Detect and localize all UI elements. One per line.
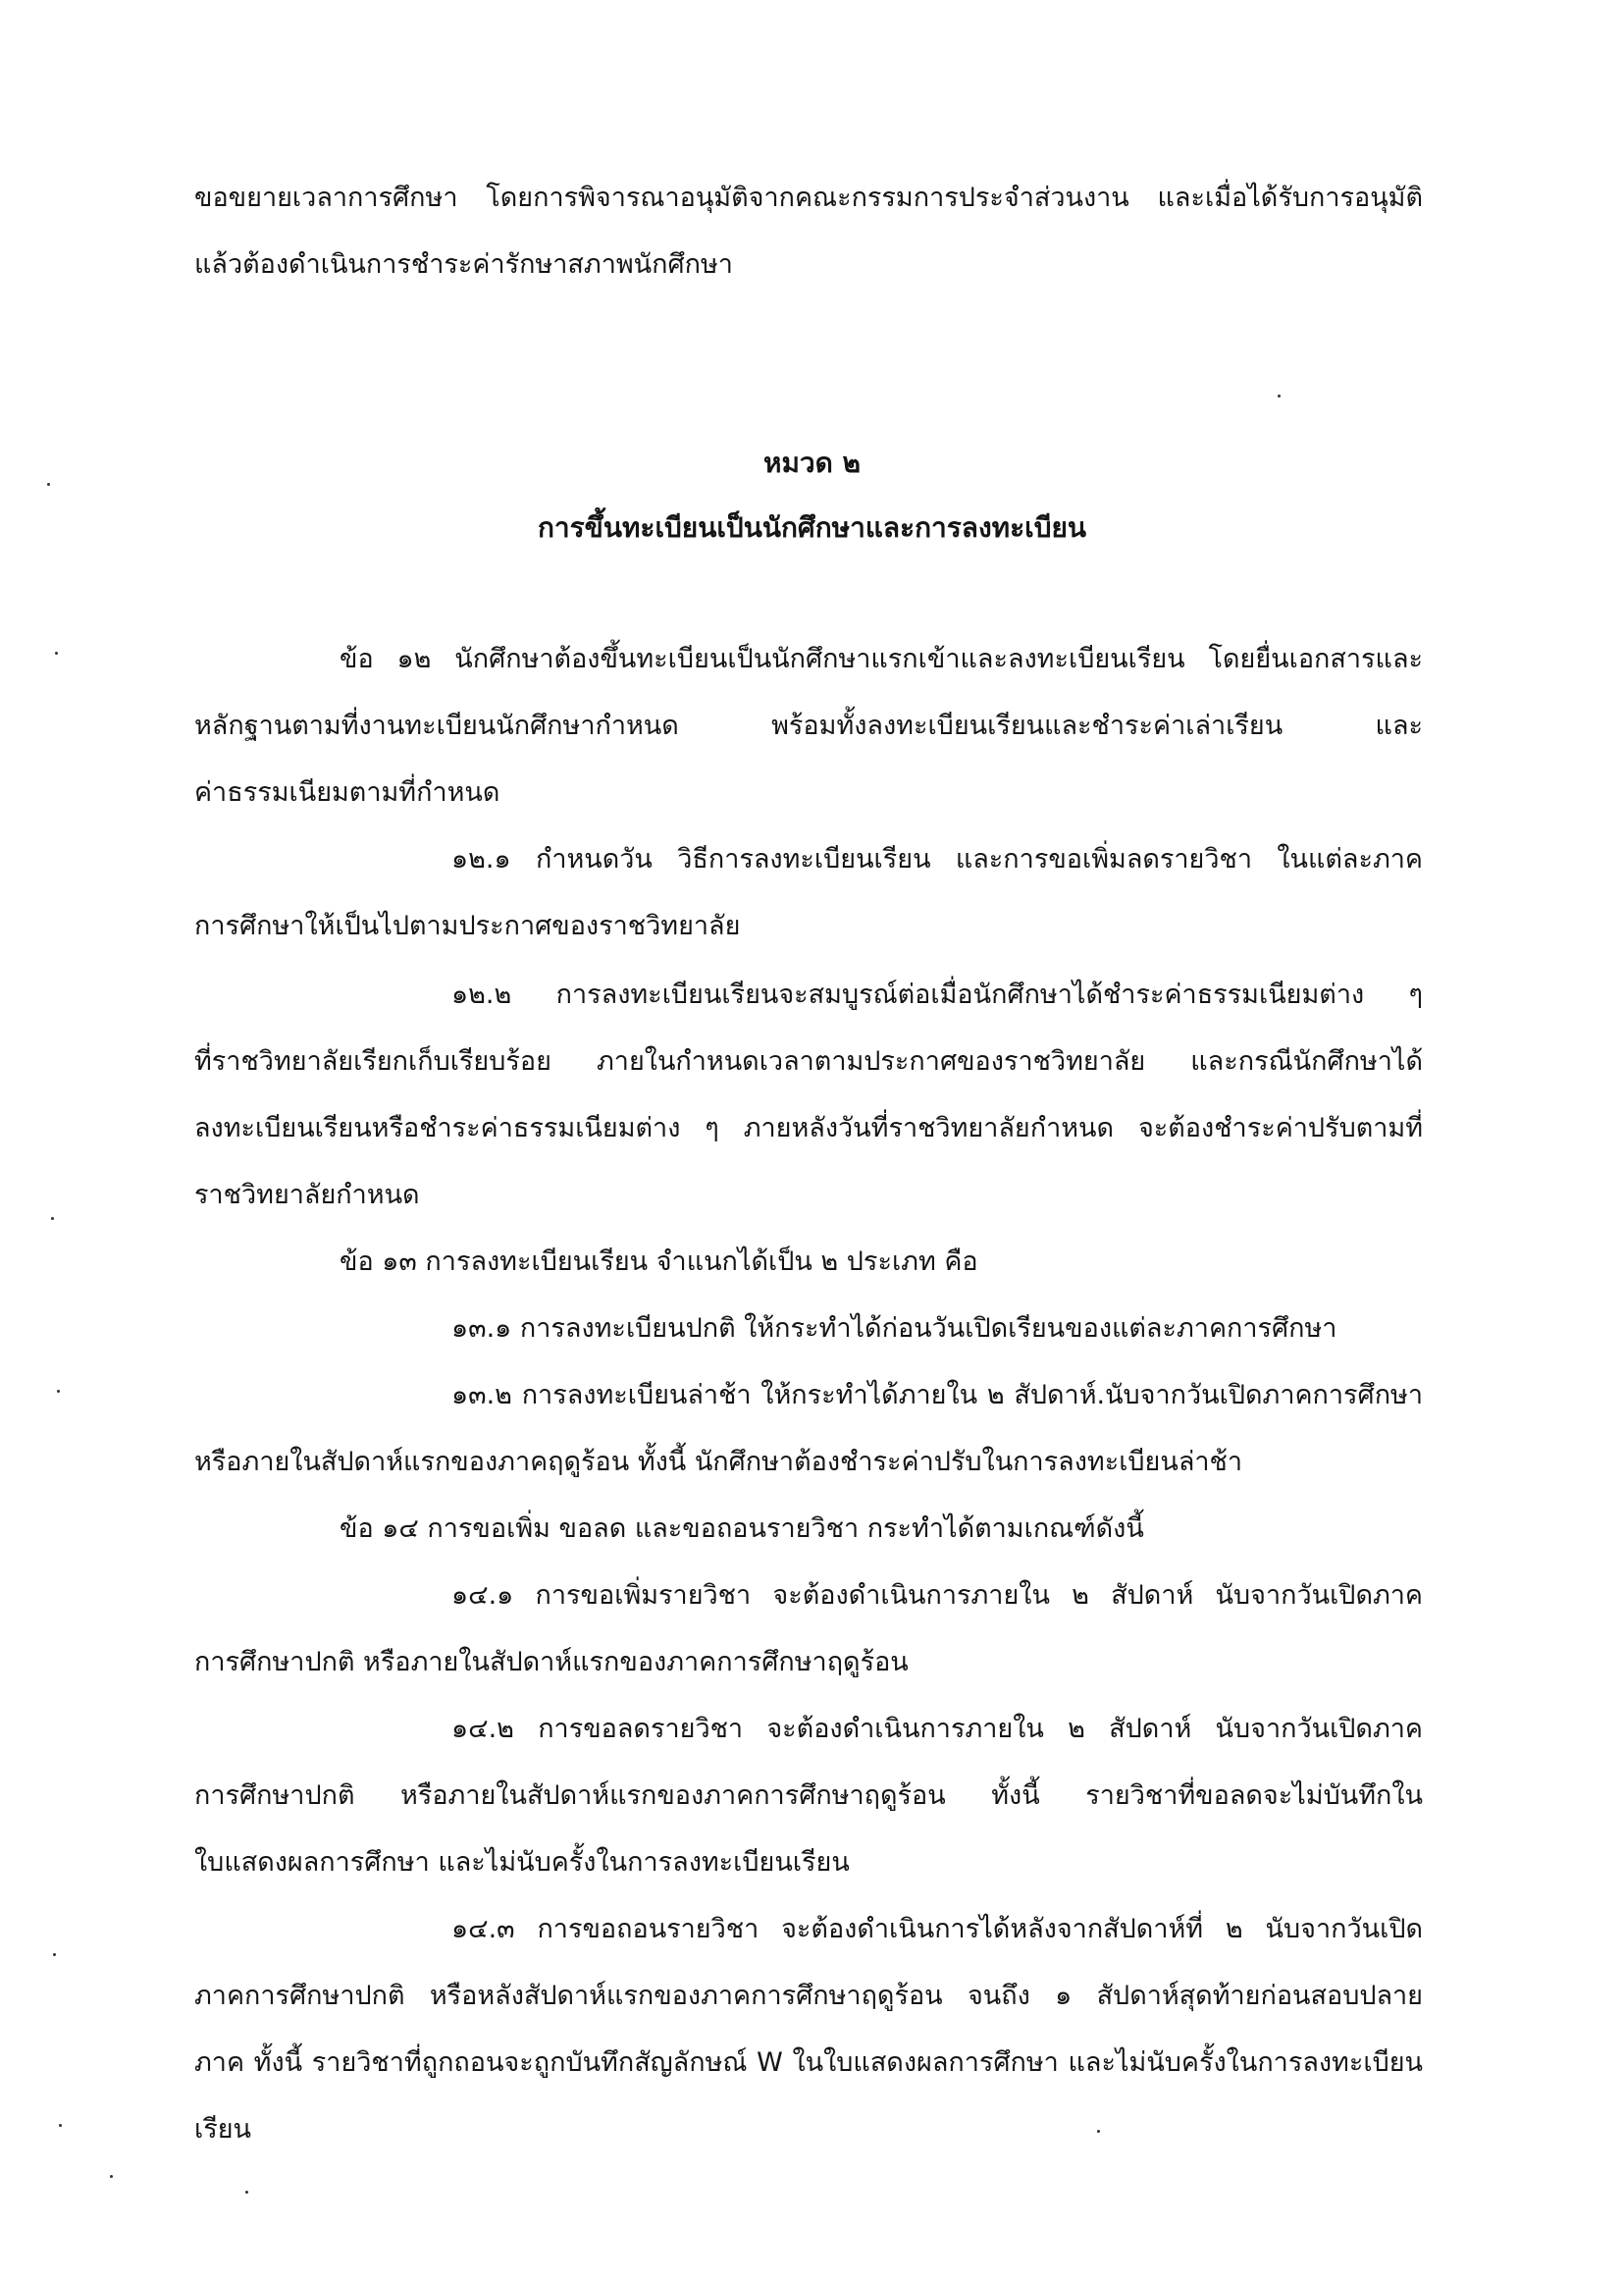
clause-14-2-line-1: ๑๔.๒ การขอลดรายวิชา จะต้องดำเนินการภายใน ๒ สัปดาห์ นับจากวันเปิดภาค <box>451 1714 1423 1744</box>
clause-13-2-line-1: ๑๓.๒ การลงทะเบียนล่าช้า ให้กระทำได้ภายใน ๒ สัปดาห์.นับจากวันเปิดภาคการศึกษา <box>451 1380 1423 1410</box>
clause-14-1-line-1: ๑๔.๑ การขอเพิ่มรายวิชา จะต้องดำเนินการภายใน ๒ สัปดาห์ นับจากวันเปิดภาค <box>451 1580 1423 1611</box>
clause-13-2-line-2: หรือภายในสัปดาห์แรกของภาคฤดูร้อน ทั้งนี้ นักศึกษาต้องชำระค่าปรับในการลงทะเบียนล่าช้า <box>194 1447 1243 1477</box>
intro-line-1: ขอขยายเวลาการศึกษา โดยการพิจารณาอนุมัติจากคณะกรรมการประจำส่วนงาน และเมื่อได้รับการอนุมัติ <box>194 183 1423 213</box>
clause-14-2-line-3: ใบแสดงผลการศึกษา และไม่นับครั้งในการลงทะเบียนเรียน <box>194 1847 850 1878</box>
clause-14-3-line-4: เรียน <box>194 2114 252 2145</box>
clause-12-1-line-2: การศึกษาให้เป็นไปตามประกาศของราชวิทยาลัย <box>194 911 741 941</box>
clause-12-2-line-1: ๑๒.๒ การลงทะเบียนเรียนจะสมบูรณ์ต่อเมื่อนักศึกษาได้ชำระค่าธรรมเนียมต่าง ๆ <box>451 980 1423 1010</box>
scan-speck <box>53 1953 56 1956</box>
scan-speck <box>57 1390 60 1393</box>
clause-14-3-line-2: ภาคการศึกษาปกติ หรือหลังสัปดาห์แรกของภาคการศึกษาฤดูร้อน จนถึง ๑ สัปดาห์สุดท้ายก่อนสอบปลาย <box>194 1981 1423 2011</box>
clause-12-1-line-1: ๑๒.๑ กำหนดวัน วิธีการลงทะเบียนเรียน และการขอเพิ่มลดรายวิชา ในแต่ละภาค <box>451 844 1423 875</box>
scan-speck <box>55 652 58 655</box>
intro-line-2: แล้วต้องดำเนินการชำระค่ารักษาสภาพนักศึกษา <box>194 249 733 280</box>
clause-14-line-1: ข้อ ๑๔ การขอเพิ่ม ขอลด และขอถอนรายวิชา กระทำได้ตามเกณฑ์ดังนี้ <box>340 1513 1144 1544</box>
scan-speck <box>51 1217 54 1220</box>
clause-12-2-line-2: ที่ราชวิทยาลัยเรียกเก็บเรียบร้อย ภายในกำหนดเวลาตามประกาศของราชวิทยาลัย และกรณีนักศึกษาได้ <box>194 1046 1423 1077</box>
scan-speck <box>1097 2130 1100 2133</box>
clause-14-2-line-2: การศึกษาปกติ หรือภายในสัปดาห์แรกของภาคการศึกษาฤดูร้อน ทั้งนี้ รายวิชาที่ขอลดจะไม่บันทึกใน <box>194 1780 1423 1811</box>
scan-speck <box>47 483 50 486</box>
clause-12-line-2: หลักฐานตามที่งานทะเบียนนักศึกษากำหนด พร้อมทั้งลงทะเบียนเรียนและชำระค่าเล่าเรียน และ <box>194 711 1423 741</box>
scan-speck <box>110 2175 113 2178</box>
clause-14-3-line-1: ๑๔.๓ การขอถอนรายวิชา จะต้องดำเนินการได้หลังจากสัปดาห์ที่ ๒ นับจากวันเปิด <box>451 1914 1423 1944</box>
clause-14-1-line-2: การศึกษาปกติ หรือภายในสัปดาห์แรกของภาคการศึกษาฤดูร้อน <box>194 1647 909 1677</box>
scan-speck <box>245 2191 248 2194</box>
clause-14-3-line-3: ภาค ทั้งนี้ รายวิชาที่ถูกถอนจะถูกบันทึกสัญลักษณ์ W ในใบแสดงผลการศึกษา และไม่นับครั้งในการลงทะเบียน <box>194 2047 1423 2078</box>
clause-13-line-1: ข้อ ๑๓ การลงทะเบียนเรียน จำแนกได้เป็น ๒ ประเภท คือ <box>340 1246 978 1277</box>
clause-12-line-3: ค่าธรรมเนียมตามที่กำหนด <box>194 777 500 808</box>
clause-13-1-line-1: ๑๓.๑ การลงทะเบียนปกติ ให้กระทำได้ก่อนวันเปิดเรียนของแต่ละภาคการศึกษา <box>451 1313 1337 1344</box>
clause-12-2-line-3: ลงทะเบียนเรียนหรือชำระค่าธรรมเนียมต่าง ๆ ภายหลังวันที่ราชวิทยาลัยกำหนด จะต้องชำระค่าปรับตามที่ <box>194 1113 1423 1143</box>
scan-speck <box>59 2124 62 2127</box>
clause-12-2-line-4: ราชวิทยาลัยกำหนด <box>194 1180 420 1210</box>
chapter-title: การขึ้นทะเบียนเป็นนักศึกษาและการลงทะเบียน <box>537 511 1087 544</box>
chapter-number: หมวด ๒ <box>762 447 862 479</box>
clause-12-line-1: ข้อ ๑๒ นักศึกษาต้องขึ้นทะเบียนเป็นนักศึกษาแรกเข้าและลงทะเบียนเรียน โดยยื่นเอกสารและ <box>340 644 1423 674</box>
scan-speck <box>1278 395 1281 398</box>
